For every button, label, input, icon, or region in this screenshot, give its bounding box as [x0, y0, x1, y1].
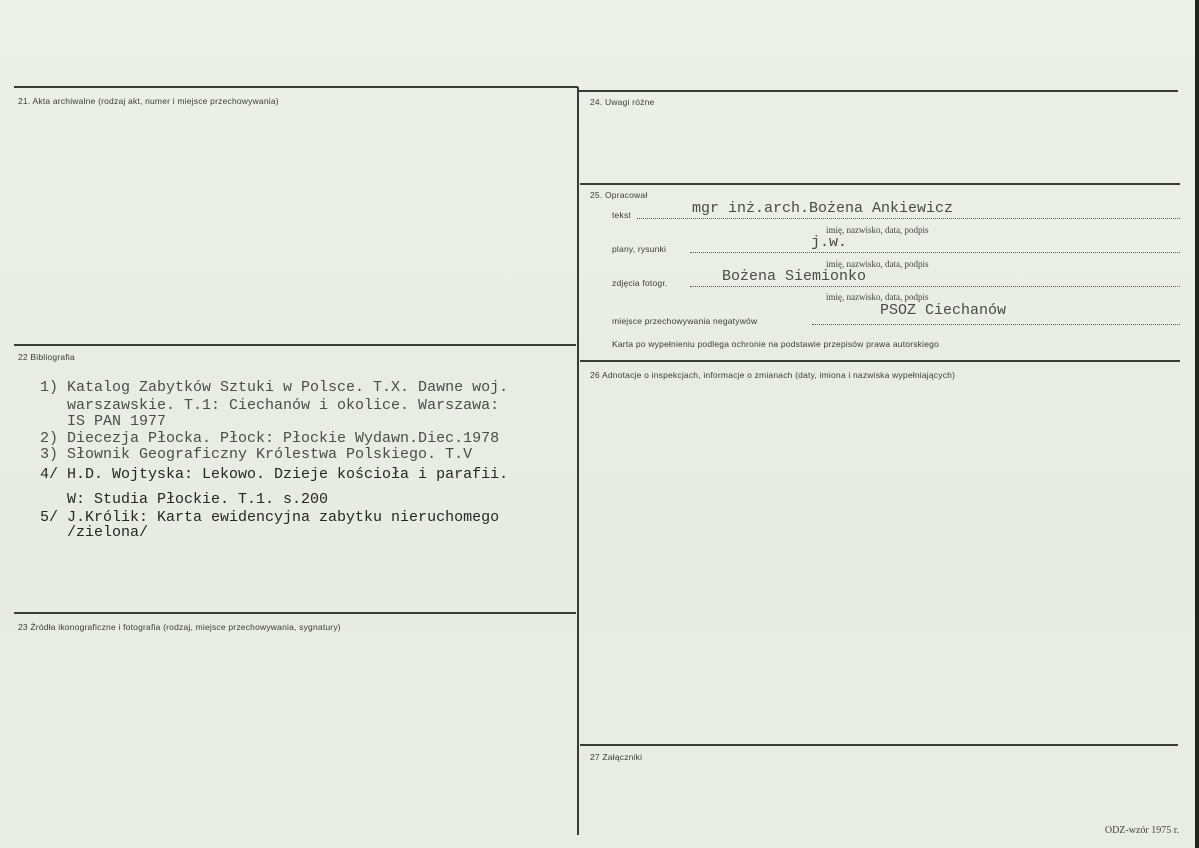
bibliography-line: 1) Katalog Zabytków Sztuki w Polsce. T.X. Dawne woj. [40, 379, 509, 396]
rule-top-left [14, 86, 578, 88]
plany-line [690, 252, 1180, 253]
section-27-label: 27 Załączniki [590, 752, 643, 762]
copyright-note: Karta po wypełnieniu podlega ochronie na podstawie przepisów prawa autorskiego [612, 339, 939, 349]
section-26-label: 26 Adnotacje o inspekcjach, informacje o zmianach (daty, imiona i nazwiska wypełniających) [590, 370, 956, 380]
tekst-value: mgr inż.arch.Bożena Ankiewicz [692, 200, 954, 217]
bibliography-line: /zielona/ [40, 524, 149, 541]
bibliography-line: 2) Diecezja Płocka. Płock: Płockie Wydawn.Diec.1978 [40, 430, 500, 447]
plany-label: plany, rysunki [612, 244, 667, 254]
section-21-label: 21. Akta archiwalne (rodzaj akt, numer i miejsce przechowywania) [18, 96, 279, 106]
rule-26-top [580, 360, 1180, 362]
tekst-line [637, 218, 1180, 219]
bibliography-line: 5/ J.Królik: Karta ewidencyjna zabytku nieruchomego [40, 509, 500, 526]
center-divider [577, 87, 579, 835]
negatywy-value: PSOZ Ciechanów [880, 302, 1007, 319]
section-25-label: 25. Opracował [590, 190, 648, 200]
bibliography-line: 3) Słownik Geograficzny Królestwa Polskiego. T.V [40, 446, 473, 463]
rule-25-top [580, 183, 1180, 185]
section-22-label: 22 Bibliografia [18, 352, 75, 362]
zdjecia-value: Bożena Siemionko [722, 268, 867, 285]
bibliography-line: W: Studia Płockie. T.1. s.200 [40, 491, 329, 508]
zdjecia-label: zdjęcia fotogr. [612, 278, 668, 288]
rule-22-top [14, 344, 576, 346]
section-23-label: 23 Źródła ikonograficzne i fotografia (rodzaj, miejsce przechowywania, sygnatury) [18, 622, 341, 632]
plany-caption: imię, nazwisko, data, podpis [826, 259, 929, 269]
rule-27-top [580, 744, 1178, 746]
negatywy-label: miejsce przechowywania negatywów [612, 316, 758, 326]
zdjecia-caption: imię, nazwisko, data, podpis [826, 292, 929, 302]
plany-value: j.w. [811, 234, 848, 251]
right-edge [1195, 0, 1199, 848]
form-footer: ODZ-wzór 1975 r. [1104, 825, 1179, 836]
zdjecia-line [690, 286, 1180, 287]
rule-top-right [578, 90, 1178, 92]
rule-23-top [14, 612, 576, 614]
bibliography-line: 4/ H.D. Wojtyska: Lekowo. Dzieje kościoła i parafii. [40, 466, 509, 483]
bibliography-line: warszawskie. T.1: Ciechanów i okolice. Warszawa: [40, 397, 500, 414]
tekst-caption: imię, nazwisko, data, podpis [826, 225, 929, 235]
negatywy-line [812, 324, 1180, 325]
section-24-label: 24. Uwagi różne [590, 97, 655, 107]
tekst-label: tekst [612, 210, 631, 220]
bibliography-line: IS PAN 1977 [40, 413, 167, 430]
